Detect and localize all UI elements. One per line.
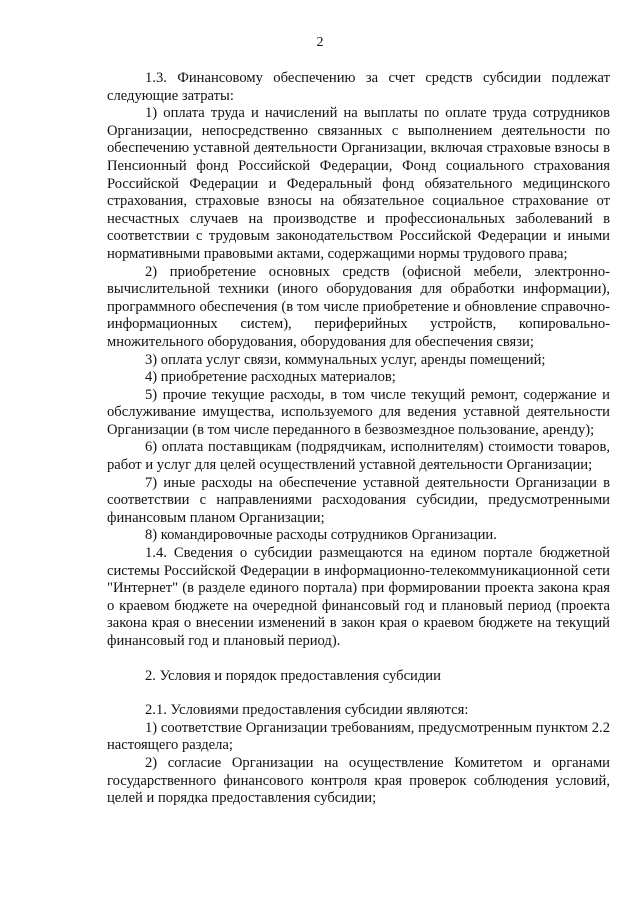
paragraph-2-1: 2.1. Условиями предоставления субсидии являются: bbox=[145, 702, 469, 719]
paragraph-item-4: 4) приобретение расходных материалов; bbox=[145, 369, 396, 386]
section-heading: 2. Условия и порядок предоставления субсидии bbox=[145, 667, 441, 684]
paragraph-2-1-item-2: 2) согласие Организации на осуществление Комитетом и органами государственного финансового контроля края проверок соблюдения условий, целей и порядка предоставления субсидии; bbox=[107, 754, 610, 807]
paragraph-item-8: 8) командировочные расходы сотрудников Организации. bbox=[145, 527, 497, 544]
paragraph-1-3: 1.3. Финансовому обеспечению за счет средств субсидии подлежат следующие затраты: bbox=[107, 70, 610, 104]
paragraph-item-5: 5) прочие текущие расходы, в том числе текущий ремонт, содержание и обслуживание имущества, используемого для ведения уставной деятельности Организации (в том числе переданного в безвозмездное пользование, аренду); bbox=[107, 386, 610, 438]
paragraph-1-4: 1.4. Сведения о субсидии размещаются на едином портале бюджетной системы Российской Федерации в информационно-телекоммуникационной сети "Интернет" (в разделе единого портала) при формировании проекта закона края о краевом бюджете на очередной финансовый год и плановый период (проекта закона края о внесении изменений в закон края о краевом бюджете на текущий финансовый год и плановый период). bbox=[107, 545, 610, 649]
document-body bbox=[107, 70, 610, 808]
paragraph-item-7: 7) иные расходы на обеспечение уставной деятельности Организации в соответствии с направлениями расходования субсидии, предусмотренными финансовым планом Организации; bbox=[107, 474, 610, 526]
paragraph-item-1: 1) оплата труда и начислений на выплаты по оплате труда сотрудников Организации, непосредственно связанных с выполнением деятельности по обеспечению уставной деятельности Организации, включая страховые взносы в Пенсионный фонд Российской Федерации, Фонд социального страхования Российской Федерации и Федеральный фонд обязательного медицинского страхования, страховые взносы на обязательное социальное страхование от несчастных случаев на производстве и профессиональных заболеваний в соответствии с трудовым законодательством Российской Федерации и иными нормативными правовыми актами, содержащими нормы трудового права; bbox=[107, 105, 610, 262]
paragraph-item-6: 6) оплата поставщикам (подрядчикам, исполнителям) стоимости товаров, работ и услуг для целей осуществлений уставной деятельности Организации; bbox=[107, 439, 610, 474]
paragraph-item-2: 2) приобретение основных средств (офисной мебели, электронно-вычислительной техники (иного оборудования для обработки информации), программного обеспечения (в том числе приобретение и обновление справочно-информационных систем), периферийных устройств, копировально-множительного оборудования, оборудования для обеспечения связи; bbox=[107, 263, 610, 350]
paragraph-item-3: 3) оплата услуг связи, коммунальных услуг, аренды помещений; bbox=[145, 351, 546, 368]
page-number: 2 bbox=[316, 35, 324, 50]
paragraph-2-1-item-1: 1) соответствие Организации требованиям, предусмотренным пунктом 2.2 настоящего раздела; bbox=[107, 719, 610, 754]
